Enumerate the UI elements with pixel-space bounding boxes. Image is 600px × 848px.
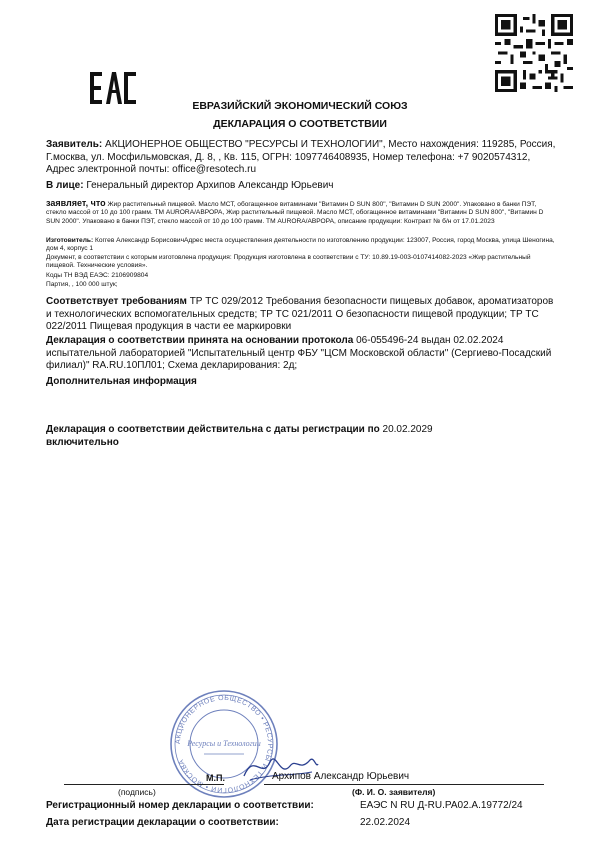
person-text: Генеральный директор Архипов Александр Юрьевич bbox=[86, 180, 334, 191]
validity-date: 20.02.2029 bbox=[382, 424, 433, 435]
person-label: В лице: bbox=[46, 180, 84, 191]
registration-date: 22.02.2024 bbox=[360, 817, 411, 828]
signature-line bbox=[64, 784, 224, 785]
validity-section bbox=[46, 424, 556, 449]
qr-code bbox=[495, 14, 573, 92]
signature-caption: (подпись) bbox=[118, 787, 156, 797]
registration-number: ЕАЭС N RU Д-RU.РА02.А.19772/24 bbox=[360, 800, 523, 811]
codes-line: Коды ТН ВЭД ЕАЭС: 2106909804 bbox=[46, 272, 149, 279]
name-line bbox=[264, 784, 544, 785]
declares-label: заявляет, что bbox=[46, 198, 106, 208]
manufacturer-section bbox=[46, 237, 556, 254]
conforms-label: Соответствует требованиям bbox=[46, 296, 187, 307]
person-section bbox=[46, 180, 556, 193]
validity-suffix: включительно bbox=[46, 436, 119, 448]
name-caption: (Ф. И. О. заявителя) bbox=[352, 787, 436, 797]
stamp-center-text: Ресурсы и Технологии bbox=[187, 739, 261, 748]
manufacturer-text: Коггев Александр БорисовичАдрес места осуществления деятельности по изготовлению продукции: 123007, Россия, город Москва, улица Шеногина, дом 4, корпус 1 bbox=[46, 237, 555, 253]
batch-line: Партия, , 100 000 штук; bbox=[46, 281, 118, 288]
validity-label: Декларация о соответствии действительна с даты регистрации по bbox=[46, 424, 380, 435]
applicant-text: АКЦИОНЕРНОЕ ОБЩЕСТВО "РЕСУРСЫ И ТЕХНОЛОГИИ", Место нахождения: 119285, Россия, Г.москва, ул. Мосфильмовская, Д. 8, , Кв. 115, ОГРН: 1097746408935, Номер телефона: +7 9020574312, Адрес электронной почты: office@resotech.ru bbox=[46, 139, 556, 175]
union-title: ЕВРАЗИЙСКИЙ ЭКОНОМИЧЕСКИЙ СОЮЗ bbox=[192, 100, 408, 112]
document-title: ДЕКЛАРАЦИЯ О СООТВЕТСТВИИ bbox=[213, 118, 387, 130]
stamp-mp-label: М.П. bbox=[206, 773, 225, 783]
additional-label: Дополнительная информация bbox=[46, 376, 197, 387]
conforms-text: ТР ТС 029/2012 Требования безопасности пищевых добавок, ароматизаторов и технологических вспомогательных средств; ТР ТС 021/2011 О безопасности пищевой продукции; ТР ТС 022/2011 Пищевая продукция в части ее маркировки bbox=[46, 296, 554, 332]
stamp-outer-text: АКЦИОНЕРНОЕ ОБЩЕСТВО • РЕСУРСЫ И ТЕХНОЛОГИИ • МОСКВА bbox=[174, 694, 274, 794]
additional-section bbox=[46, 376, 556, 389]
basis-text: 06-055496-24 выдан 02.02.2024 испытательной лабораторией "Испытательный центр ФБУ "ЦСМ Московской области" (Сергиево-Посадский филиал)" RA.RU.10ПЛ01; Схема декларирования: 2д; bbox=[46, 335, 552, 371]
manufacturer-label: Изготовитель: bbox=[46, 237, 94, 244]
basis-section bbox=[46, 335, 556, 373]
signatory-name: Архипов Александр Юрьевич bbox=[272, 771, 410, 782]
registration-number-label: Регистрационный номер декларации о соответствии: bbox=[46, 800, 314, 811]
document-line: Документ, в соответствии с которым изготовлена продукция: Продукция изготовлена в соответствии с ТУ: 10.89.19-003-0107414082-2023 «Жир растительный пищевой. Технические условия». bbox=[46, 254, 531, 270]
applicant-label: Заявитель: bbox=[46, 139, 103, 150]
declares-text: Жир растительный пищевой. Масло МСТ, обогащенное витаминами "Витамин D SUN 800", "Витамин D SUN 2000". Упаковано в банки ПЭТ, стекло массой от 10 до 100 грамм. ТМ AURORA/АВРОРА, Жир растительный пищевой. Масло МСТ, обогащенное витаминами "Витамин D SUN 800", "Витамин D SUN 2000". Упаковано в банки ПЭТ, стекло массой от 10 до 100 грамм. ТМ AURORA/АВРОРА, описание продукции: Контракт № б/н от 17.01.2023 bbox=[46, 201, 544, 225]
basis-label: Декларация о соответствии принята на основании протокола bbox=[46, 335, 354, 346]
applicant-section bbox=[46, 139, 556, 177]
registration-date-label: Дата регистрации декларации о соответствии: bbox=[46, 817, 279, 828]
conforms-section bbox=[46, 296, 556, 334]
declares-section bbox=[46, 199, 556, 226]
